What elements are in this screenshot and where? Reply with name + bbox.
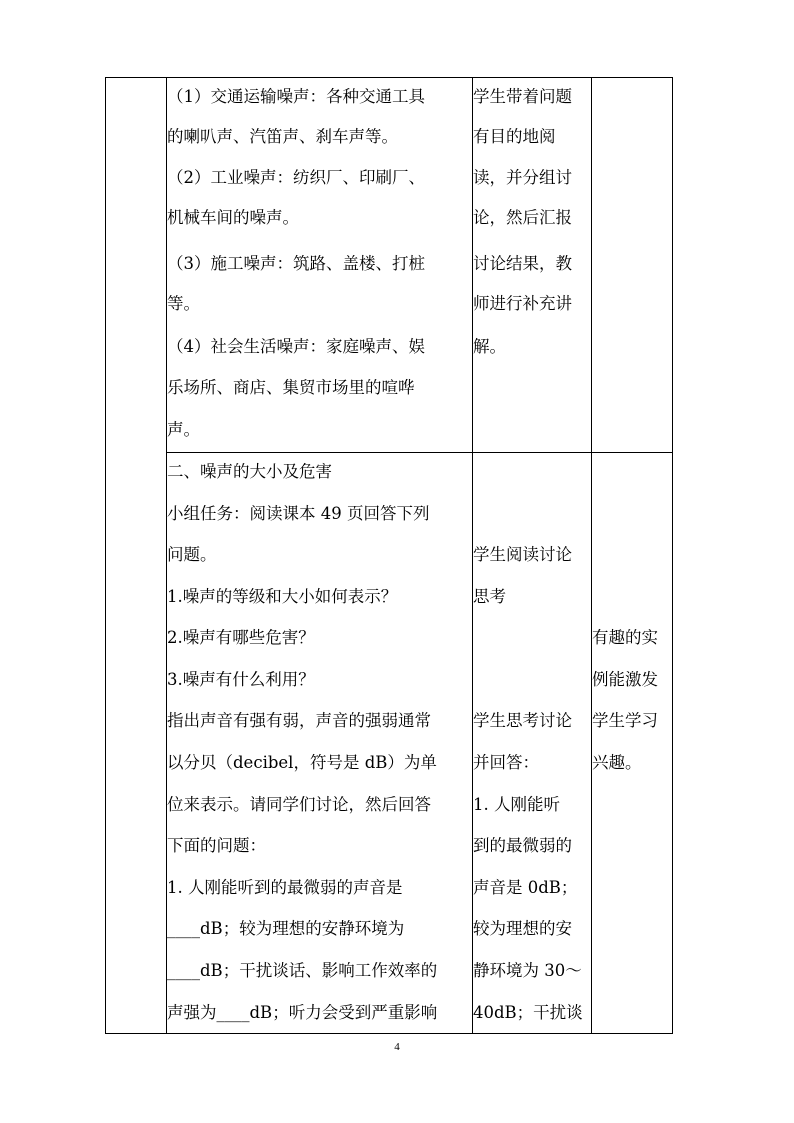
text-line: 例能激发 xyxy=(592,670,658,689)
text-line: 较为理想的安 xyxy=(473,919,572,938)
text-line: 思考 xyxy=(473,587,506,606)
design-intent-cell xyxy=(592,453,672,1033)
text-line: 声强为____dB；听力会受到严重影响 xyxy=(167,1003,438,1022)
text-line: 机械车间的噪声。 xyxy=(167,208,299,227)
text-line: 并回答： xyxy=(473,753,539,772)
text-line: 声。 xyxy=(167,420,200,439)
text-line: 有目的地阅 xyxy=(473,127,556,146)
text-line: 静环境为 30～ xyxy=(473,961,582,980)
lesson-plan-table xyxy=(105,77,673,1034)
text-line: 到的最微弱的 xyxy=(473,836,572,855)
text-line: 声音是 0dB； xyxy=(473,878,578,897)
text-line: 讨论结果，教 xyxy=(473,254,572,273)
text-line: 有趣的实 xyxy=(592,628,658,647)
text-line: 师进行补充讲 xyxy=(473,294,572,313)
text-line: 学生带着问题 xyxy=(473,87,572,106)
text-line: 小组任务：阅读课本 49 页回答下列 xyxy=(167,504,430,523)
text-line: 论，然后汇报 xyxy=(473,208,572,227)
text-line: 问题。 xyxy=(167,545,217,564)
text-line: 学生阅读讨论 xyxy=(473,545,572,564)
text-line: 1. 人刚能听到的最微弱的声音是 xyxy=(167,878,403,897)
text-line: 学生思考讨论 xyxy=(473,711,572,730)
text-line: 1. 人刚能听 xyxy=(473,795,560,814)
table-border-left xyxy=(105,77,106,1034)
text-line: 指出声音有强有弱，声音的强弱通常 xyxy=(167,711,431,730)
text-line: 以分贝（decibel，符号是 dB）为单 xyxy=(167,753,437,772)
text-line: 解。 xyxy=(473,337,506,356)
table-border-bottom xyxy=(105,1033,673,1034)
text-line: ____dB；较为理想的安静环境为 xyxy=(167,919,405,938)
text-line: 的喇叭声、汽笛声、刹车声等。 xyxy=(167,127,398,146)
text-line: 学生学习 xyxy=(592,711,658,730)
table-border-right xyxy=(672,77,673,1034)
student-activity-cell-1 xyxy=(473,77,591,452)
content-cell-noise-sources xyxy=(167,77,472,452)
text-line: 乐场所、商店、集贸市场里的喧哗 xyxy=(167,378,415,397)
section-heading: 二、噪声的大小及危害 xyxy=(167,462,332,481)
text-line: 3.噪声有什么利用？ xyxy=(167,670,315,689)
text-line: 下面的问题： xyxy=(167,836,266,855)
text-line: 1.噪声的等级和大小如何表示？ xyxy=(167,587,398,606)
text-line: 40dB；干扰谈 xyxy=(473,1003,583,1022)
text-line: ____dB；干扰谈话、影响工作效率的 xyxy=(167,961,438,980)
content-cell-noise-level-harm xyxy=(167,453,472,1033)
text-line: （1）交通运输噪声：各种交通工具 xyxy=(167,87,425,106)
text-line: 位来表示。请同学们讨论，然后回答 xyxy=(167,795,431,814)
text-line: （4）社会生活噪声：家庭噪声、娱 xyxy=(167,337,425,356)
student-activity-cell-2 xyxy=(473,453,591,1033)
page-number: 4 xyxy=(394,1041,400,1053)
text-line: 等。 xyxy=(167,294,200,313)
text-line: （2）工业噪声：纺织厂、印刷厂、 xyxy=(167,168,425,187)
text-line: （3）施工噪声：筑路、盖楼、打桩 xyxy=(167,254,425,273)
text-line: 读，并分组讨 xyxy=(473,168,572,187)
text-line: 2.噪声有哪些危害？ xyxy=(167,628,315,647)
text-line: 兴趣。 xyxy=(592,753,642,772)
